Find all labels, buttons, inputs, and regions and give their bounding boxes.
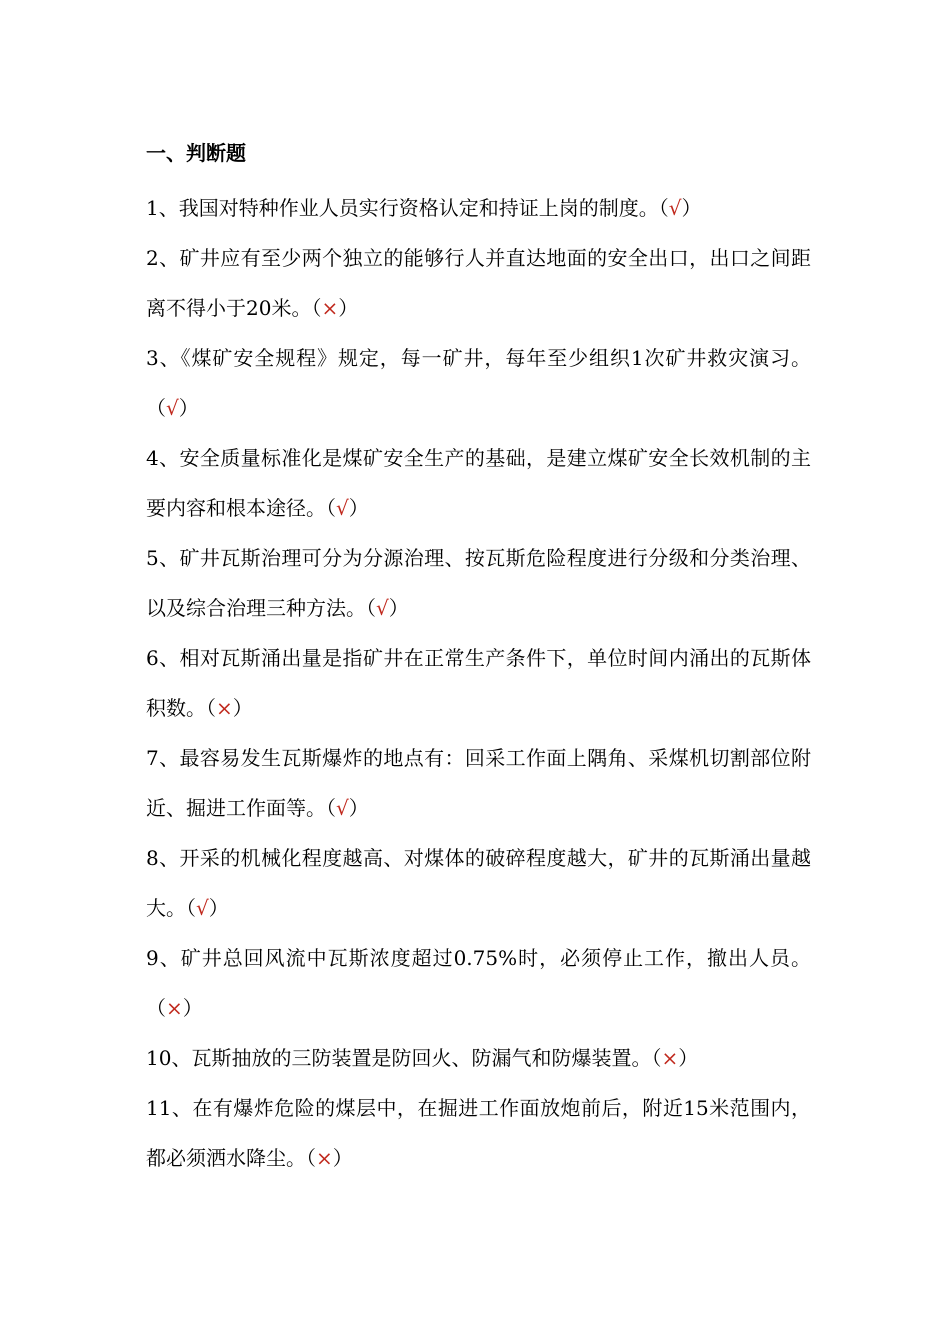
answer-open-paren: （	[206, 696, 216, 720]
answer-open-paren: （	[366, 596, 376, 620]
question-4	[146, 433, 811, 533]
answer-mark: √	[668, 196, 682, 220]
answer-close-paren: ）	[182, 996, 203, 1020]
answer-open-paren: （	[651, 1046, 662, 1070]
document-page	[146, 133, 811, 1183]
answer-mark: √	[166, 396, 179, 420]
answer-open-paren: （	[326, 496, 336, 520]
answer-mark: √	[336, 796, 349, 820]
answer-open-paren: （	[146, 396, 166, 420]
answer-close-paren: ）	[208, 896, 229, 920]
answer-close-paren: ）	[178, 396, 199, 420]
question-1	[146, 183, 811, 233]
question-text: 3、《煤矿安全规程》规定，每一矿井，每年至少组织1次矿井救灾演习。	[146, 346, 811, 370]
answer-mark: √	[376, 596, 389, 620]
question-9	[146, 933, 811, 1033]
question-7	[146, 733, 811, 833]
question-10	[146, 1033, 811, 1083]
question-text: 8、开采的机械化程度越高、对煤体的破碎程度越大，矿井的瓦斯涌出量越大。	[146, 846, 811, 920]
section-title: 一、判断题	[146, 141, 246, 165]
question-2	[146, 233, 811, 333]
question-text: 1、我国对特种作业人员实行资格认定和持证上岗的制度。	[146, 196, 659, 220]
question-text: 5、矿井瓦斯治理可分为分源治理、按瓦斯危险程度进行分级和分类治理、以及综合治理三种方法。	[146, 546, 811, 620]
answer-open-paren: （	[146, 996, 166, 1020]
question-text: 6、相对瓦斯涌出量是指矿井在正常生产条件下，单位时间内涌出的瓦斯体积数。	[146, 646, 811, 720]
answer-close-paren: ）	[338, 296, 359, 320]
question-text: 2、矿井应有至少两个独立的能够行人并直达地面的安全出口，出口之间距离不得小于20米。	[146, 246, 811, 320]
question-11	[146, 1083, 811, 1183]
question-5	[146, 533, 811, 633]
question-text: 9、矿井总回风流中瓦斯浓度超过0.75%时，必须停止工作，撤出人员。	[146, 946, 811, 970]
answer-mark: ×	[316, 1146, 333, 1170]
answer-close-paren: ）	[332, 1146, 353, 1170]
answer-close-paren: ）	[678, 1046, 699, 1070]
question-8	[146, 833, 811, 933]
answer-mark: ×	[166, 996, 183, 1020]
answer-mark: ×	[321, 296, 339, 320]
question-text: 10、瓦斯抽放的三防装置是防回火、防漏气和防爆装置。	[146, 1046, 652, 1070]
question-6	[146, 633, 811, 733]
answer-open-paren: （	[311, 296, 322, 320]
answer-close-paren: ）	[348, 496, 369, 520]
answer-close-paren: ）	[681, 196, 702, 220]
answer-close-paren: ）	[388, 596, 409, 620]
question-3	[146, 333, 811, 433]
answer-mark: ×	[216, 696, 233, 720]
answer-close-paren: ）	[232, 696, 253, 720]
answer-open-paren: （	[306, 1146, 316, 1170]
question-text: 7、最容易发生瓦斯爆炸的地点有：回采工作面上隅角、采煤机切割部位附近、掘进工作面等。	[146, 746, 811, 820]
answer-open-paren: （	[186, 896, 196, 920]
answer-mark: ×	[661, 1046, 679, 1070]
question-text: 4、安全质量标准化是煤矿安全生产的基础，是建立煤矿安全长效机制的主要内容和根本途径。	[146, 446, 811, 520]
answer-open-paren: （	[658, 196, 669, 220]
answer-mark: √	[336, 496, 349, 520]
answer-mark: √	[196, 896, 209, 920]
question-text: 11、在有爆炸危险的煤层中，在掘进工作面放炮前后，附近15米范围内，都必须洒水降尘。	[146, 1096, 811, 1170]
answer-open-paren: （	[326, 796, 336, 820]
answer-close-paren: ）	[348, 796, 369, 820]
